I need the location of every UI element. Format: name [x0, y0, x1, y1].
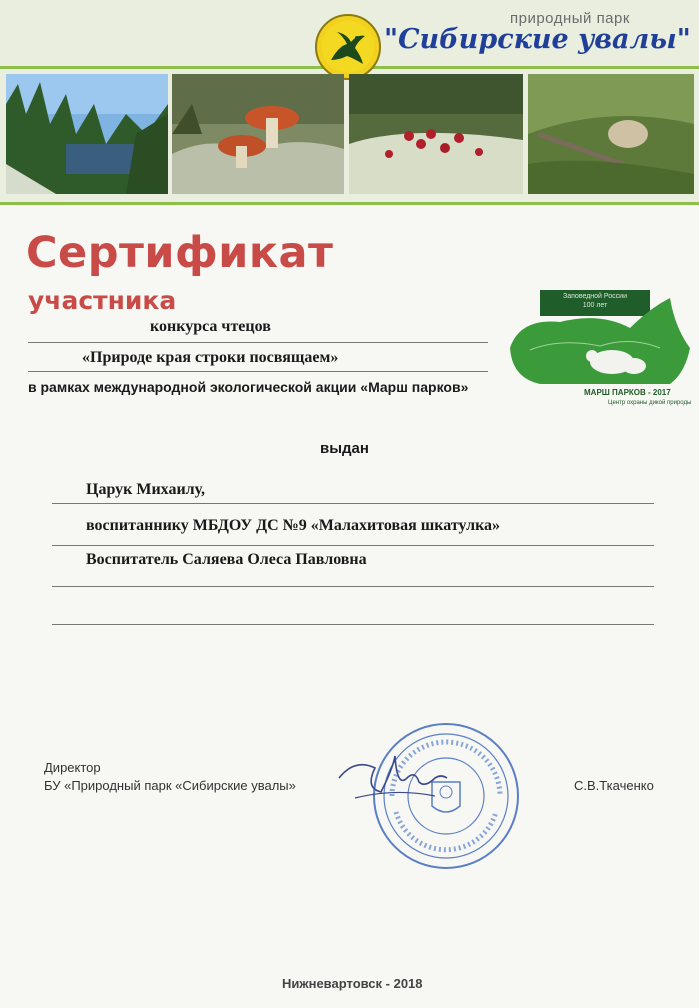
certificate-subtitle: участника [28, 286, 177, 315]
director-label: Директор [44, 760, 101, 775]
director-signature [335, 748, 450, 808]
recipient-institution: воспитаннику МБДОУ ДС №9 «Малахитовая шкатулка» [86, 517, 501, 534]
lake-forest-photo [6, 74, 168, 194]
forest-floor-photo [528, 74, 694, 194]
rule-4 [52, 545, 654, 546]
park-name: "Сибирские увалы" [384, 24, 691, 55]
march-of-parks-logo [500, 288, 695, 416]
teacher-line: Воспитатель Саляева Олеса Павловна [86, 551, 367, 568]
park-subtitle: природный парк [510, 10, 630, 27]
march-caption: Центр охраны дикой природы [608, 400, 692, 406]
rule-2 [28, 371, 488, 372]
contest-theme: «Природе края строки посвящаем» [82, 349, 339, 366]
rule-6 [52, 624, 654, 625]
march-title: МАРШ ПАРКОВ - 2017 [584, 388, 671, 397]
contest-line: конкурса чтецов [150, 318, 271, 335]
city-year: Нижневартовск - 2018 [282, 976, 423, 991]
rule-5 [52, 586, 654, 587]
certificate-title: Сертификат [26, 228, 334, 278]
mushrooms-photo [172, 74, 344, 194]
issued-label: выдан [320, 440, 369, 457]
march-badge-text: Заповедной России 100 лет [563, 293, 627, 309]
park-logo [315, 14, 381, 80]
director-name: С.В.Ткаченко [574, 778, 654, 793]
photo-strip-divider [0, 202, 699, 205]
rule-3 [52, 503, 654, 504]
berries-photo [349, 74, 523, 194]
action-line: в рамках международной экологической акции «Марш парков» [28, 379, 469, 395]
rule-1 [28, 342, 488, 343]
recipient-name: Царук Михаилу, [86, 481, 206, 498]
organization-name: БУ «Природный парк «Сибирские увалы» [44, 778, 296, 793]
